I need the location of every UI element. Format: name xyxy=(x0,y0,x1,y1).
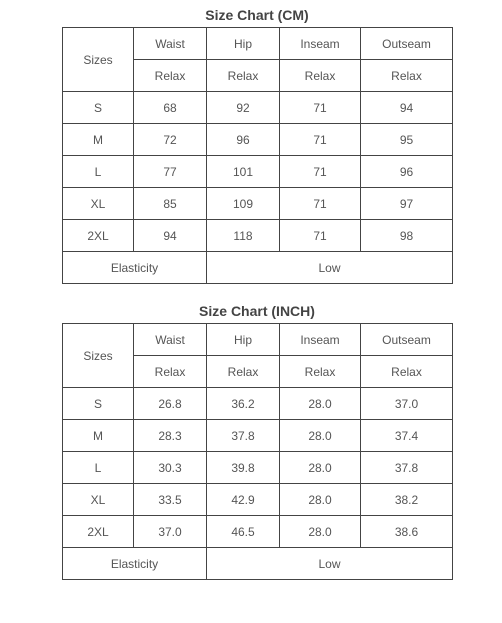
table-row xyxy=(63,452,453,484)
table-header-row xyxy=(63,28,453,60)
value-cell: 28.0 xyxy=(280,420,361,452)
elasticity-row xyxy=(63,548,453,580)
value-cell: 85 xyxy=(134,188,207,220)
value-cell: 71 xyxy=(280,188,361,220)
fit-cell: Relax xyxy=(134,356,207,388)
fit-cell: Relax xyxy=(280,60,361,92)
column-header-waist: Waist xyxy=(134,324,207,356)
value-cell: 92 xyxy=(207,92,280,124)
value-cell: 37.8 xyxy=(361,452,453,484)
fit-cell: Relax xyxy=(280,356,361,388)
value-cell: 118 xyxy=(207,220,280,252)
size-cell: S xyxy=(63,388,134,420)
sizes-header-cell: Sizes xyxy=(63,28,134,92)
column-header-outseam: Outseam xyxy=(361,324,453,356)
value-cell: 97 xyxy=(361,188,453,220)
value-cell: 33.5 xyxy=(134,484,207,516)
size-chart-cm-table xyxy=(62,27,453,284)
value-cell: 37.0 xyxy=(134,516,207,548)
size-cell: M xyxy=(63,420,134,452)
size-cell: L xyxy=(63,452,134,484)
column-header-outseam: Outseam xyxy=(361,28,453,60)
table-row xyxy=(63,188,453,220)
elasticity-row xyxy=(63,252,453,284)
table-row xyxy=(63,420,453,452)
column-header-inseam: Inseam xyxy=(280,28,361,60)
size-cell: S xyxy=(63,92,134,124)
value-cell: 71 xyxy=(280,220,361,252)
table-row xyxy=(63,516,453,548)
size-cell: 2XL xyxy=(63,220,134,252)
column-header-hip: Hip xyxy=(207,28,280,60)
column-header-hip: Hip xyxy=(207,324,280,356)
elasticity-label: Elasticity xyxy=(63,252,207,284)
size-chart-inch-table xyxy=(62,323,453,580)
value-cell: 101 xyxy=(207,156,280,188)
table-row xyxy=(63,220,453,252)
value-cell: 36.2 xyxy=(207,388,280,420)
size-chart-cm-title: Size Chart (CM) xyxy=(205,7,309,23)
value-cell: 95 xyxy=(361,124,453,156)
table-row xyxy=(63,484,453,516)
column-header-waist: Waist xyxy=(134,28,207,60)
value-cell: 38.2 xyxy=(361,484,453,516)
size-cell: XL xyxy=(63,484,134,516)
value-cell: 68 xyxy=(134,92,207,124)
value-cell: 37.0 xyxy=(361,388,453,420)
size-cell: XL xyxy=(63,188,134,220)
sizes-header-cell: Sizes xyxy=(63,324,134,388)
fit-cell: Relax xyxy=(361,60,453,92)
fit-cell: Relax xyxy=(207,356,280,388)
value-cell: 42.9 xyxy=(207,484,280,516)
value-cell: 28.0 xyxy=(280,388,361,420)
table-row xyxy=(63,388,453,420)
table-row xyxy=(63,92,453,124)
size-cell: M xyxy=(63,124,134,156)
value-cell: 96 xyxy=(361,156,453,188)
value-cell: 96 xyxy=(207,124,280,156)
fit-cell: Relax xyxy=(207,60,280,92)
value-cell: 71 xyxy=(280,156,361,188)
value-cell: 39.8 xyxy=(207,452,280,484)
value-cell: 98 xyxy=(361,220,453,252)
value-cell: 72 xyxy=(134,124,207,156)
value-cell: 77 xyxy=(134,156,207,188)
fit-cell: Relax xyxy=(361,356,453,388)
size-cell: 2XL xyxy=(63,516,134,548)
table-row xyxy=(63,124,453,156)
value-cell: 30.3 xyxy=(134,452,207,484)
value-cell: 94 xyxy=(134,220,207,252)
value-cell: 37.8 xyxy=(207,420,280,452)
column-header-inseam: Inseam xyxy=(280,324,361,356)
value-cell: 28.0 xyxy=(280,484,361,516)
value-cell: 109 xyxy=(207,188,280,220)
value-cell: 71 xyxy=(280,124,361,156)
value-cell: 26.8 xyxy=(134,388,207,420)
value-cell: 28.0 xyxy=(280,516,361,548)
table-row xyxy=(63,156,453,188)
value-cell: 71 xyxy=(280,92,361,124)
value-cell: 94 xyxy=(361,92,453,124)
value-cell: 46.5 xyxy=(207,516,280,548)
elasticity-value: Low xyxy=(207,252,453,284)
value-cell: 28.3 xyxy=(134,420,207,452)
table-header-row xyxy=(63,324,453,356)
value-cell: 37.4 xyxy=(361,420,453,452)
size-chart-inch-title: Size Chart (INCH) xyxy=(199,303,315,319)
value-cell: 38.6 xyxy=(361,516,453,548)
fit-cell: Relax xyxy=(134,60,207,92)
elasticity-label: Elasticity xyxy=(63,548,207,580)
size-cell: L xyxy=(63,156,134,188)
elasticity-value: Low xyxy=(207,548,453,580)
value-cell: 28.0 xyxy=(280,452,361,484)
